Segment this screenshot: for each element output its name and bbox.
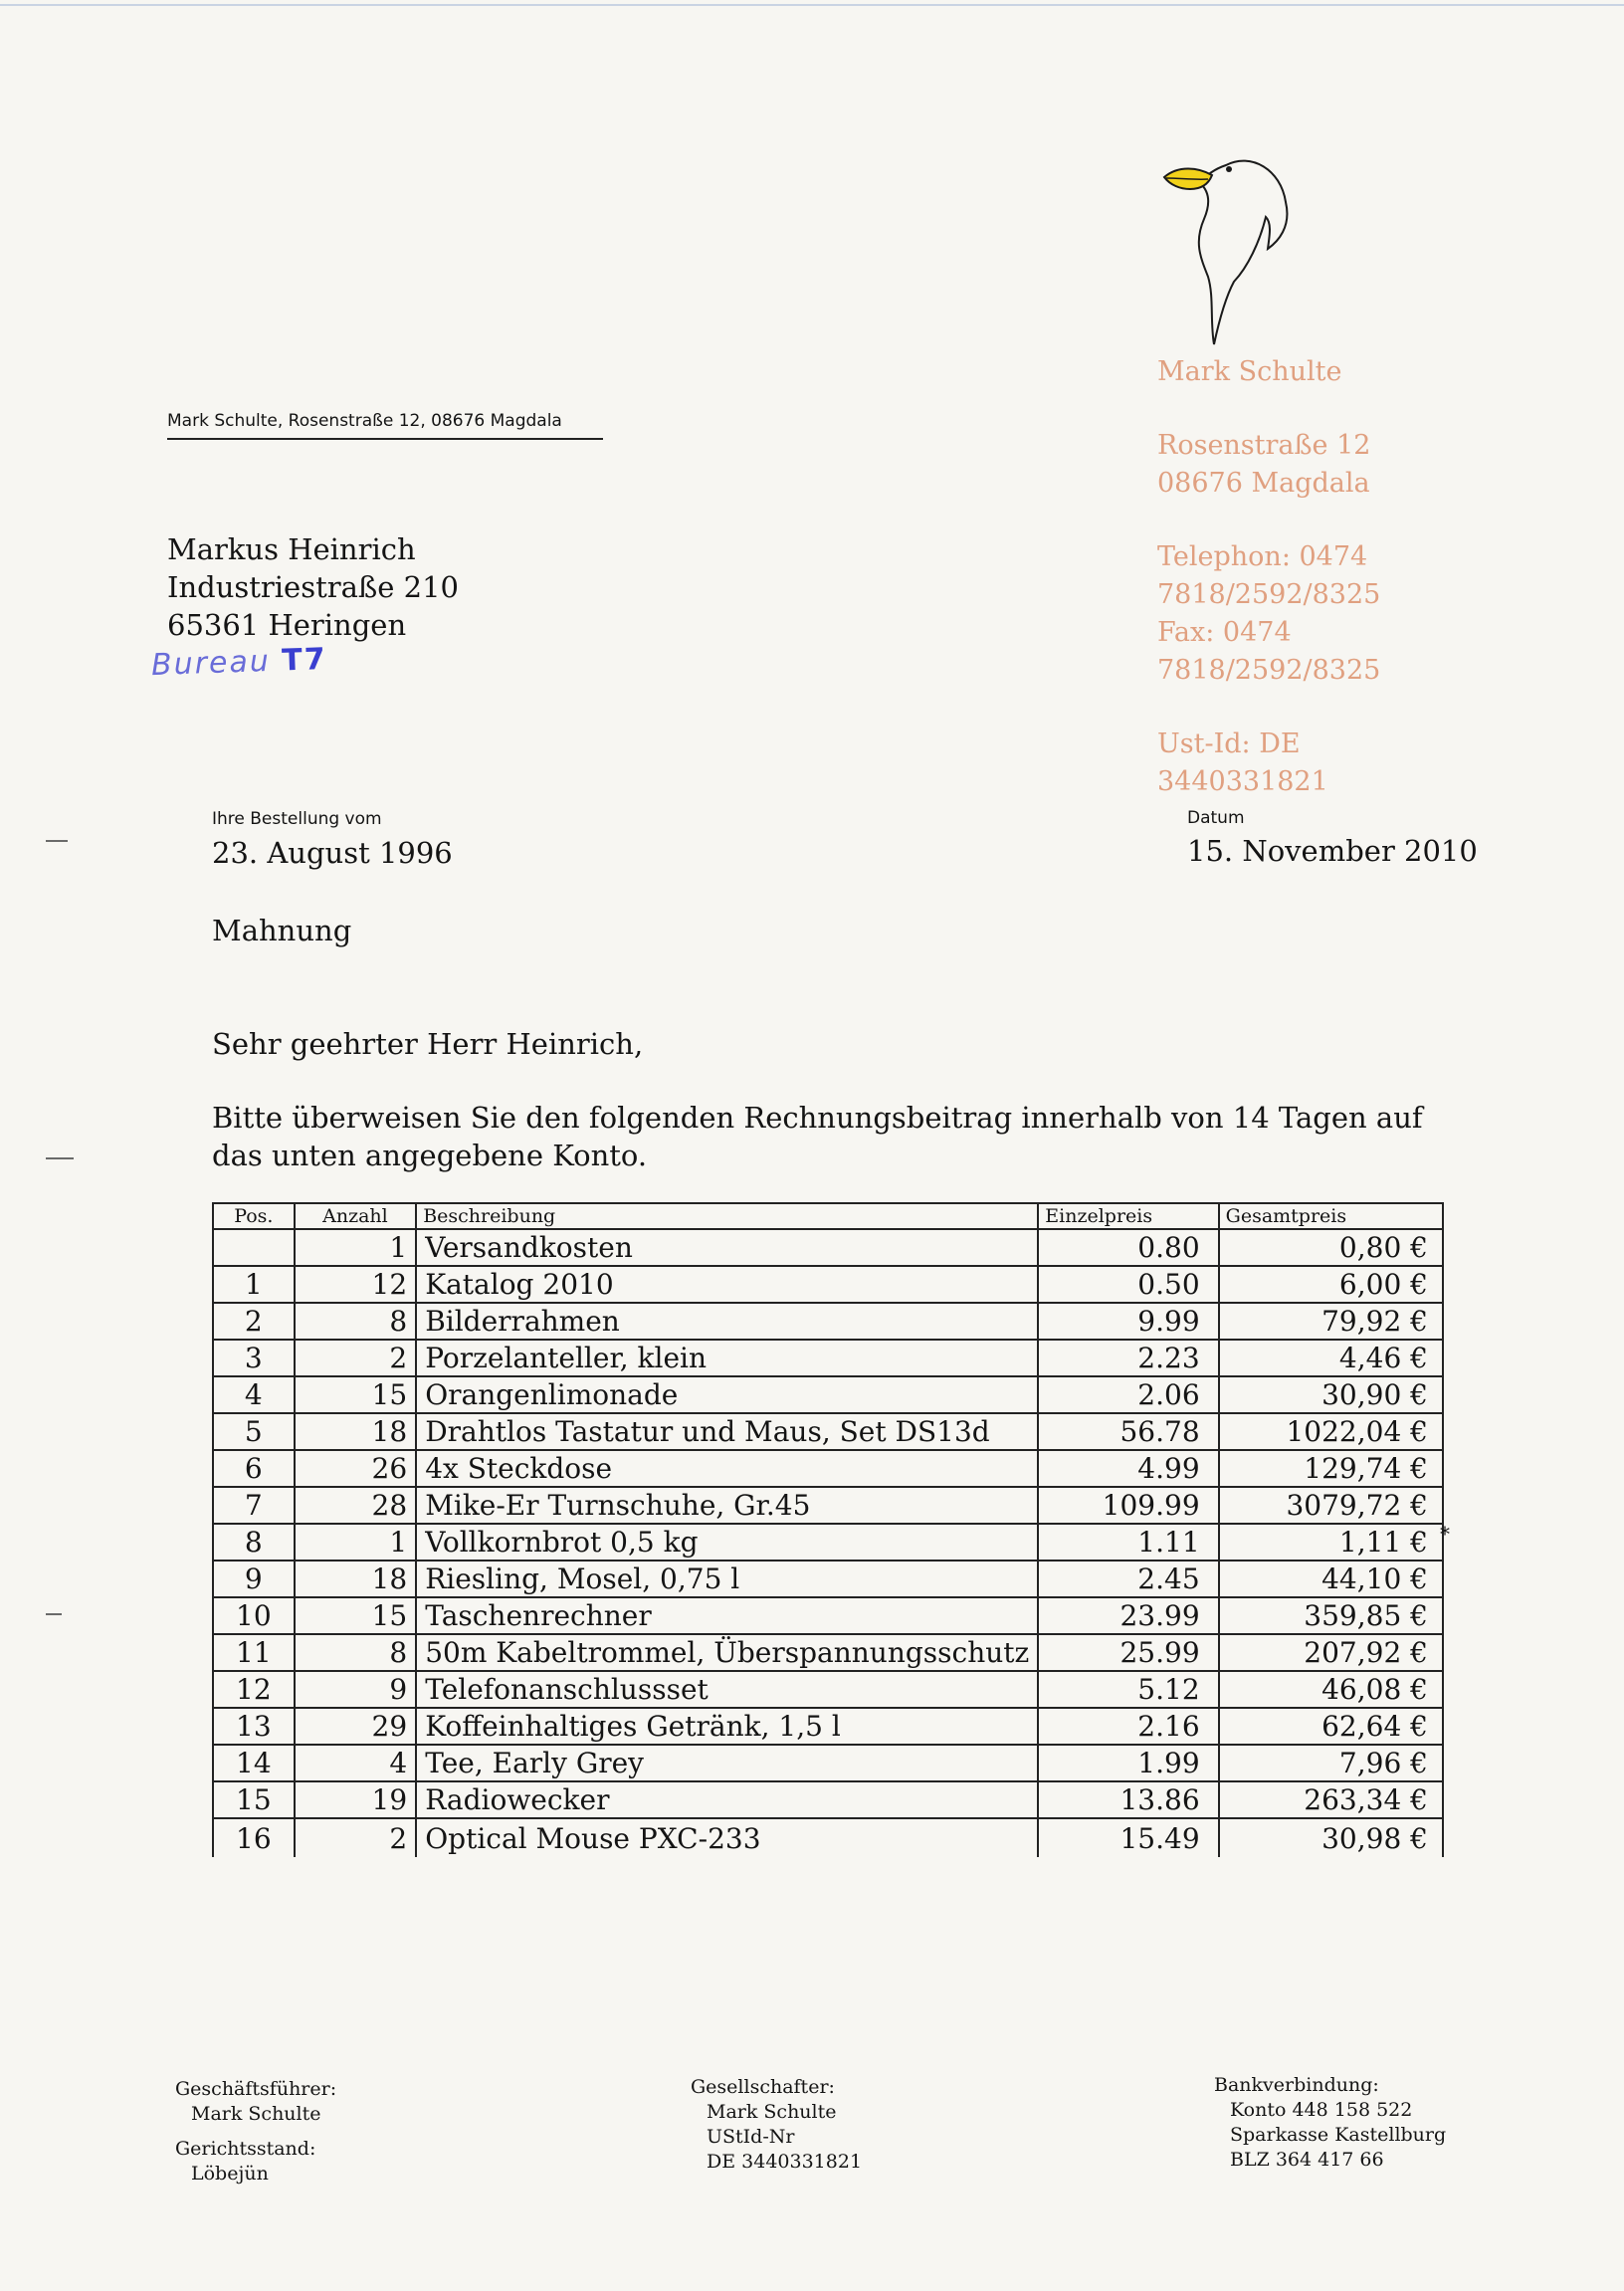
cell-total-price: [1219, 1376, 1443, 1413]
bird-logo: [1156, 147, 1306, 346]
sender-underline: [167, 438, 603, 440]
cell-quantity: 8: [295, 1303, 417, 1340]
cell-unit-price: 2.16: [1038, 1708, 1218, 1745]
cell-pos: 11: [213, 1634, 295, 1671]
cell-total-price: [1219, 1450, 1443, 1487]
cell-description: Mike-Er Turnschuhe, Gr.45: [416, 1487, 1038, 1524]
euro-icon: €: [1410, 1636, 1428, 1669]
total-value: 46,08: [1321, 1673, 1402, 1706]
sender-fax-2: 7818/2592/8325: [1157, 655, 1381, 686]
total-value: 62,64: [1321, 1710, 1402, 1743]
sender-ust-1: Ust-Id: DE: [1157, 729, 1301, 759]
header-gesamtpreis: Gesamtpreis: [1219, 1203, 1443, 1229]
cell-unit-price: 1.99: [1038, 1745, 1218, 1781]
cell-unit-price: 0.80: [1038, 1229, 1218, 1266]
cell-pos: 9: [213, 1561, 295, 1597]
order-date: 23. August 1996: [212, 836, 453, 870]
sender-telephon-1: Telephon: 0474: [1157, 541, 1368, 572]
cell-quantity: 18: [295, 1413, 417, 1450]
cell-quantity: 26: [295, 1450, 417, 1487]
cell-description: Katalog 2010: [416, 1266, 1038, 1303]
cell-pos: 5: [213, 1413, 295, 1450]
cell-description: Tee, Early Grey: [416, 1745, 1038, 1781]
total-value: 1,11: [1338, 1526, 1402, 1559]
footer-bank-name: Sparkasse Kastellburg: [1230, 2124, 1447, 2146]
cell-total-price: [1219, 1522, 1450, 1561]
cell-total-price: [1219, 1266, 1443, 1303]
total-value: 7,96: [1338, 1747, 1402, 1779]
cell-pos: 4: [213, 1376, 295, 1413]
total-value: 4,46: [1338, 1342, 1402, 1374]
cell-description: Koffeinhaltiges Getränk, 1,5 l: [416, 1708, 1038, 1745]
table-row: [213, 1561, 1443, 1597]
cell-pos: 7: [213, 1487, 295, 1524]
table-row: [213, 1413, 1443, 1450]
fold-mark-lower: [46, 1613, 62, 1615]
header-anzahl: Anzahl: [295, 1203, 417, 1229]
footer-bank-account: Konto 448 158 522: [1230, 2099, 1413, 2121]
euro-icon: €: [1410, 1673, 1428, 1706]
cell-quantity: 15: [295, 1597, 417, 1634]
footer-partner-name: Mark Schulte: [707, 2101, 837, 2123]
footer-partners: [691, 2075, 862, 2175]
stamp-word: Bureau: [150, 643, 272, 684]
cell-unit-price: 4.99: [1038, 1450, 1218, 1487]
letter-greeting: Sehr geehrter Herr Heinrich,: [212, 1027, 644, 1061]
cell-description: Orangenlimonade: [416, 1376, 1038, 1413]
cell-total-price: [1219, 1745, 1443, 1781]
scan-top-edge: [0, 4, 1624, 6]
cell-quantity: 19: [295, 1781, 417, 1818]
header-pos: Pos.: [213, 1203, 295, 1229]
sender-ust-2: 3440331821: [1157, 766, 1328, 797]
cell-quantity: 1: [295, 1524, 417, 1561]
sender-city: 08676 Magdala: [1157, 468, 1370, 499]
cell-quantity: 9: [295, 1671, 417, 1708]
cell-pos: 16: [213, 1818, 295, 1857]
invoice-table: [212, 1202, 1450, 1857]
cell-unit-price: 2.06: [1038, 1376, 1218, 1413]
letter-date-label: Datum: [1187, 808, 1245, 828]
euro-icon: €: [1410, 1342, 1428, 1374]
cell-pos: 13: [213, 1708, 295, 1745]
total-value: 44,10: [1321, 1562, 1402, 1595]
euro-icon: €: [1410, 1452, 1428, 1485]
cell-unit-price: 0.50: [1038, 1266, 1218, 1303]
euro-icon: €: [1410, 1783, 1428, 1816]
cell-total-price: [1219, 1634, 1443, 1671]
total-value: 30,90: [1321, 1378, 1402, 1411]
cell-unit-price: 13.86: [1038, 1781, 1218, 1818]
footer-bank-code: BLZ 364 417 66: [1230, 2149, 1384, 2171]
recipient-name: Markus Heinrich: [167, 532, 416, 566]
punch-mark: [46, 1157, 74, 1159]
cell-description: Vollkornbrot 0,5 kg: [416, 1524, 1038, 1561]
cell-total-price: [1219, 1303, 1443, 1340]
table-row: [213, 1745, 1443, 1781]
table-row: [213, 1597, 1443, 1634]
cell-total-price: [1219, 1413, 1443, 1450]
cell-pos: 6: [213, 1450, 295, 1487]
cell-pos: 12: [213, 1671, 295, 1708]
header-beschreibung: Beschreibung: [416, 1203, 1038, 1229]
total-value: 207,92: [1304, 1636, 1402, 1669]
sender-name: Mark Schulte: [1157, 356, 1342, 387]
total-value: 3079,72: [1286, 1489, 1402, 1522]
table-row: [213, 1634, 1443, 1671]
cell-pos: 8: [213, 1524, 295, 1561]
table-row: [213, 1671, 1443, 1708]
footer-vat-label: UStId-Nr: [707, 2126, 795, 2148]
euro-icon: €: [1410, 1710, 1428, 1743]
cell-quantity: 15: [295, 1376, 417, 1413]
recipient-address: [167, 530, 459, 644]
cell-unit-price: 56.78: [1038, 1413, 1218, 1450]
footer-bank: [1214, 2073, 1446, 2173]
footer-bank-label: Bankverbindung:: [1214, 2074, 1379, 2096]
sender-info-block: [1157, 353, 1436, 801]
cell-total-price: [1219, 1671, 1443, 1708]
cell-pos: 1: [213, 1266, 295, 1303]
total-value: 359,85: [1304, 1599, 1402, 1632]
table-header-row: [213, 1203, 1443, 1229]
cell-quantity: 12: [295, 1266, 417, 1303]
cell-description: Radiowecker: [416, 1781, 1038, 1818]
cell-pos: 2: [213, 1303, 295, 1340]
euro-icon: €: [1410, 1378, 1428, 1411]
header-einzelpreis: Einzelpreis: [1038, 1203, 1218, 1229]
footer-managing-director-label: Geschäftsführer:: [175, 2078, 337, 2100]
cell-description: 4x Steckdose: [416, 1450, 1038, 1487]
letter-subject: Mahnung: [212, 914, 352, 947]
recipient-city: 65361 Heringen: [167, 608, 407, 642]
cell-unit-price: 5.12: [1038, 1671, 1218, 1708]
footnote-star: *: [1440, 1522, 1450, 1546]
euro-icon: €: [1410, 1821, 1428, 1855]
cell-description: Drahtlos Tastatur und Maus, Set DS13d: [416, 1413, 1038, 1450]
cell-description: Bilderrahmen: [416, 1303, 1038, 1340]
order-date-label: Ihre Bestellung vom: [212, 809, 382, 829]
sender-telephon-2: 7818/2592/8325: [1157, 579, 1381, 610]
cell-unit-price: 2.23: [1038, 1340, 1218, 1376]
table-row: [213, 1781, 1443, 1818]
stamp-mark: T7: [281, 641, 328, 679]
footer-management: [175, 2077, 336, 2187]
cell-description: Telefonanschlussset: [416, 1671, 1038, 1708]
cell-total-price: [1219, 1597, 1443, 1634]
cell-unit-price: 15.49: [1038, 1818, 1218, 1857]
cell-pos: 15: [213, 1781, 295, 1818]
total-value: 30,98: [1321, 1821, 1402, 1855]
footer-jurisdiction: Löbejün: [191, 2163, 269, 2185]
euro-icon: €: [1410, 1562, 1428, 1595]
total-value: 129,74: [1304, 1452, 1402, 1485]
cell-total-price: [1219, 1340, 1443, 1376]
cell-quantity: 29: [295, 1708, 417, 1745]
cell-quantity: 1: [295, 1229, 417, 1266]
cell-quantity: 4: [295, 1745, 417, 1781]
cell-total-price: [1219, 1487, 1443, 1524]
cell-unit-price: 23.99: [1038, 1597, 1218, 1634]
cell-total-price: [1219, 1708, 1443, 1745]
sender-street: Rosenstraße 12: [1157, 430, 1371, 461]
table-row: [213, 1266, 1443, 1303]
euro-icon: €: [1410, 1268, 1428, 1301]
cell-quantity: 28: [295, 1487, 417, 1524]
sender-return-address: Mark Schulte, Rosenstraße 12, 08676 Magdala: [167, 411, 562, 431]
cell-total-price: [1219, 1561, 1443, 1597]
table-row: [213, 1487, 1443, 1524]
euro-icon: €: [1410, 1599, 1428, 1632]
table-row: [213, 1229, 1443, 1266]
cell-description: Versandkosten: [416, 1229, 1038, 1266]
footer-partners-label: Gesellschafter:: [691, 2076, 835, 2098]
cell-unit-price: 9.99: [1038, 1303, 1218, 1340]
total-value: 0,80: [1338, 1231, 1402, 1264]
cell-pos: 14: [213, 1745, 295, 1781]
recipient-street: Industriestraße 210: [167, 570, 460, 604]
table-row: [213, 1376, 1443, 1413]
cell-total-price: [1219, 1781, 1443, 1818]
cell-pos: 10: [213, 1597, 295, 1634]
letter-date: 15. November 2010: [1187, 834, 1478, 868]
cell-quantity: 2: [295, 1340, 417, 1376]
euro-icon: €: [1410, 1526, 1428, 1559]
bureau-stamp: [150, 642, 327, 683]
cell-unit-price: 1.11: [1038, 1524, 1218, 1561]
euro-icon: €: [1410, 1305, 1428, 1338]
letter-body: Bitte überweisen Sie den folgenden Rechnungsbeitrag innerhalb von 14 Tagen auf das unten angegebene Konto.: [212, 1101, 1423, 1172]
cell-total-price: [1219, 1229, 1443, 1266]
cell-description: 50m Kabeltrommel, Überspannungsschutz: [416, 1634, 1038, 1671]
fold-mark: [46, 840, 68, 842]
total-value: 6,00: [1338, 1268, 1402, 1301]
table-row: [213, 1340, 1443, 1376]
euro-icon: €: [1410, 1489, 1428, 1522]
table-row: [213, 1524, 1443, 1561]
euro-icon: €: [1410, 1747, 1428, 1779]
cell-quantity: 8: [295, 1634, 417, 1671]
cell-pos: 3: [213, 1340, 295, 1376]
cell-pos: [213, 1229, 295, 1266]
cell-description: Taschenrechner: [416, 1597, 1038, 1634]
cell-quantity: 18: [295, 1561, 417, 1597]
euro-icon: €: [1410, 1231, 1428, 1264]
euro-icon: €: [1410, 1415, 1428, 1448]
table-row: [213, 1818, 1443, 1857]
sender-fax-1: Fax: 0474: [1157, 617, 1292, 648]
total-value: 79,92: [1321, 1305, 1402, 1338]
cell-unit-price: 25.99: [1038, 1634, 1218, 1671]
table-row: [213, 1303, 1443, 1340]
cell-quantity: 2: [295, 1818, 417, 1857]
cell-description: Porzelanteller, klein: [416, 1340, 1038, 1376]
cell-unit-price: 109.99: [1038, 1487, 1218, 1524]
cell-unit-price: 2.45: [1038, 1561, 1218, 1597]
cell-description: Riesling, Mosel, 0,75 l: [416, 1561, 1038, 1597]
footer-managing-director: Mark Schulte: [191, 2103, 321, 2125]
footer-jurisdiction-label: Gerichtsstand:: [175, 2138, 316, 2160]
table-row: [213, 1708, 1443, 1745]
cell-description: Optical Mouse PXC-233: [416, 1818, 1038, 1857]
total-value: 1022,04: [1286, 1415, 1402, 1448]
table-row: [213, 1450, 1443, 1487]
cell-total-price: [1219, 1818, 1443, 1857]
total-value: 263,34: [1304, 1783, 1402, 1816]
footer-vat-number: DE 3440331821: [707, 2151, 863, 2173]
